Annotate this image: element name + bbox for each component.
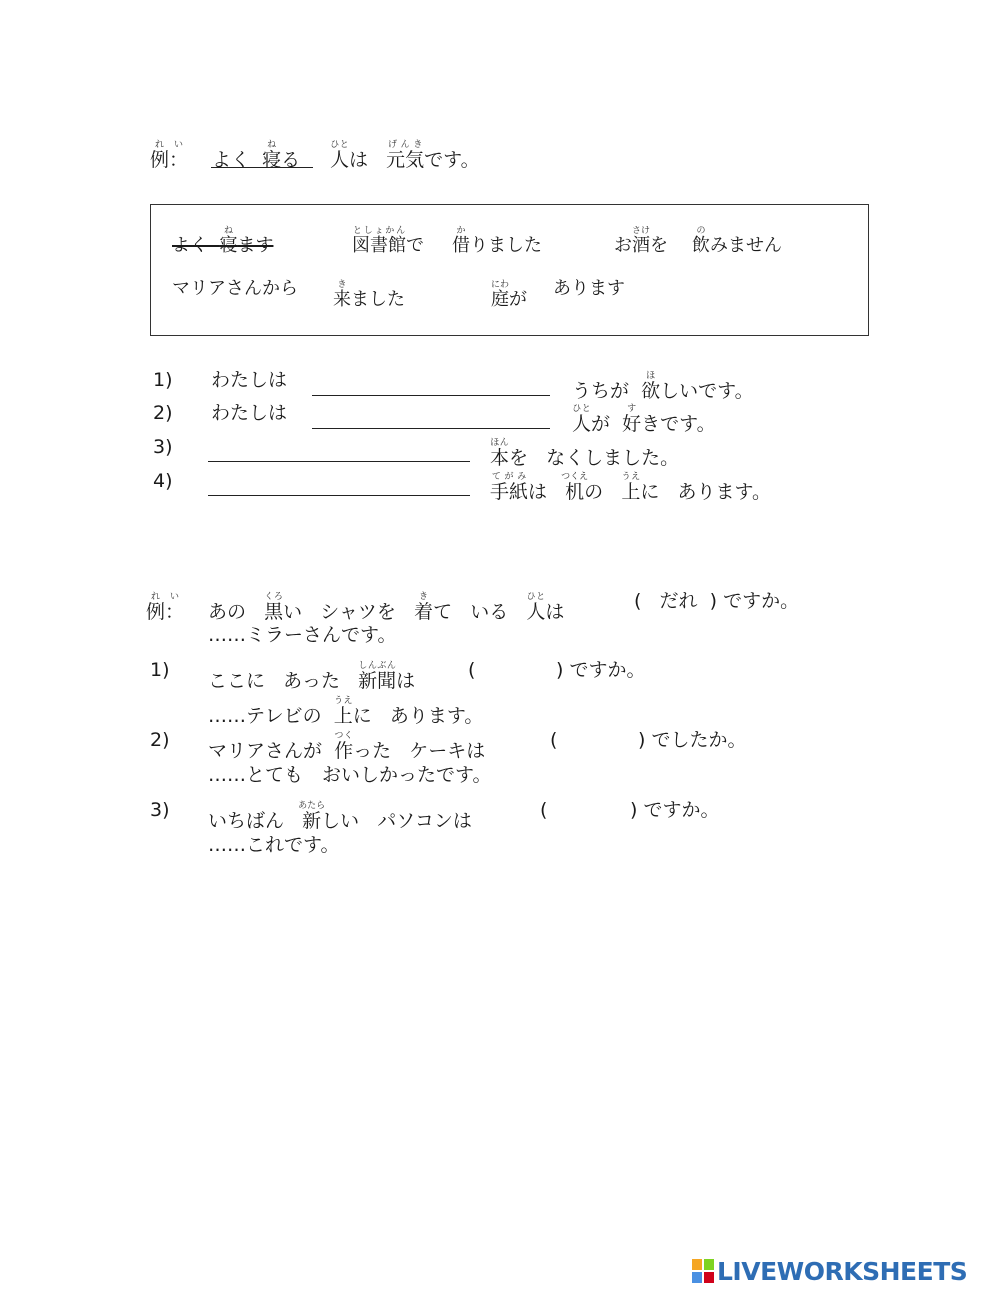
s2-q1-sentence: ここに あった 新聞しんぶんは (208, 661, 416, 692)
s2-q2-answer-slot[interactable] (564, 731, 634, 751)
q3-number: 3) (153, 436, 173, 458)
example1-underline (211, 167, 313, 168)
word-bank-item-garden: 庭にわが (491, 280, 527, 310)
word-bank-item-from-maria: マリアさんから (172, 278, 298, 299)
word-bank-item-came: 来きました (333, 280, 405, 310)
word-bank-item-borrowed: 借かりました (452, 226, 542, 256)
logo-text: LIVEWORKSHEETS (717, 1256, 968, 1286)
q1-prefix: わたしは (211, 369, 288, 391)
word-bank-item-sake: お酒さけを (614, 226, 668, 256)
s2-q3-number: 3) (150, 799, 170, 821)
word-bank-box (150, 204, 869, 336)
word-bank-item-not-drink: 飲のみません (692, 226, 782, 256)
logo-square-4 (704, 1272, 714, 1283)
example1-rest: 人ひとは 元気げんきです。 (330, 140, 480, 171)
example1-answer: よく 寝ねる (212, 140, 301, 171)
word-bank-item-used: よく 寝ねます (172, 226, 274, 256)
s2-q3-paren-open: ( (540, 799, 548, 821)
logo-square-3 (692, 1272, 702, 1283)
word-bank-item-library: 図書館としょかんで (352, 226, 424, 256)
q1-number: 1) (153, 369, 173, 391)
example2-reply: ……ミラーさんです。 (208, 624, 397, 646)
q2-number: 2) (153, 402, 173, 424)
s2-q1-paren-close: ) ですか。 (556, 659, 646, 681)
s2-q3-sentence: いちばん 新あたらしい パソコンは (208, 801, 472, 832)
s2-q2-paren-close: ) でしたか。 (638, 729, 747, 751)
example2-label: 例：れい (146, 592, 185, 623)
q1-answer-blank[interactable] (312, 395, 550, 396)
q3-answer-blank[interactable] (208, 461, 470, 462)
example2-sentence: あの 黒くろい シャツを 着きて いる 人ひとは (208, 592, 565, 623)
s2-q3-paren-close: ) ですか。 (630, 799, 720, 821)
word-bank-item-there-is: あります (553, 278, 625, 299)
s2-q2-reply: ……とても おいしかったです。 (208, 764, 492, 786)
example1-label: 例：れい (150, 140, 189, 171)
q4-suffix: 手紙てがみは 机つくえの 上うえに あります。 (490, 472, 771, 503)
q4-answer-blank[interactable] (208, 495, 470, 496)
s2-q2-number: 2) (150, 729, 170, 751)
example2-paren-answer: ( だれ ) ですか。 (634, 590, 800, 612)
logo-icon (692, 1259, 714, 1283)
q2-answer-blank[interactable] (312, 428, 550, 429)
q3-suffix: 本ほんを なくしました。 (490, 438, 680, 469)
q2-prefix: わたしは (211, 402, 288, 424)
q2-suffix: 人ひとが 好すきです。 (572, 404, 716, 435)
s2-q2-paren-open: ( (550, 729, 558, 751)
s2-q3-answer-slot[interactable] (554, 801, 624, 821)
logo-square-1 (692, 1259, 702, 1270)
s2-q1-paren-open: ( (468, 659, 476, 681)
q4-number: 4) (153, 470, 173, 492)
s2-q3-reply: ……これです。 (208, 834, 340, 856)
liveworksheets-logo[interactable] (692, 1256, 988, 1286)
s2-q1-answer-slot[interactable] (482, 661, 552, 681)
logo-square-2 (704, 1259, 714, 1270)
s2-q1-reply: ……テレビの 上うえに あります。 (208, 696, 484, 727)
s2-q1-number: 1) (150, 659, 170, 681)
s2-q2-sentence: マリアさんが 作つくった ケーキは (208, 731, 486, 762)
q1-suffix: うちが 欲ほしいです。 (572, 371, 754, 402)
